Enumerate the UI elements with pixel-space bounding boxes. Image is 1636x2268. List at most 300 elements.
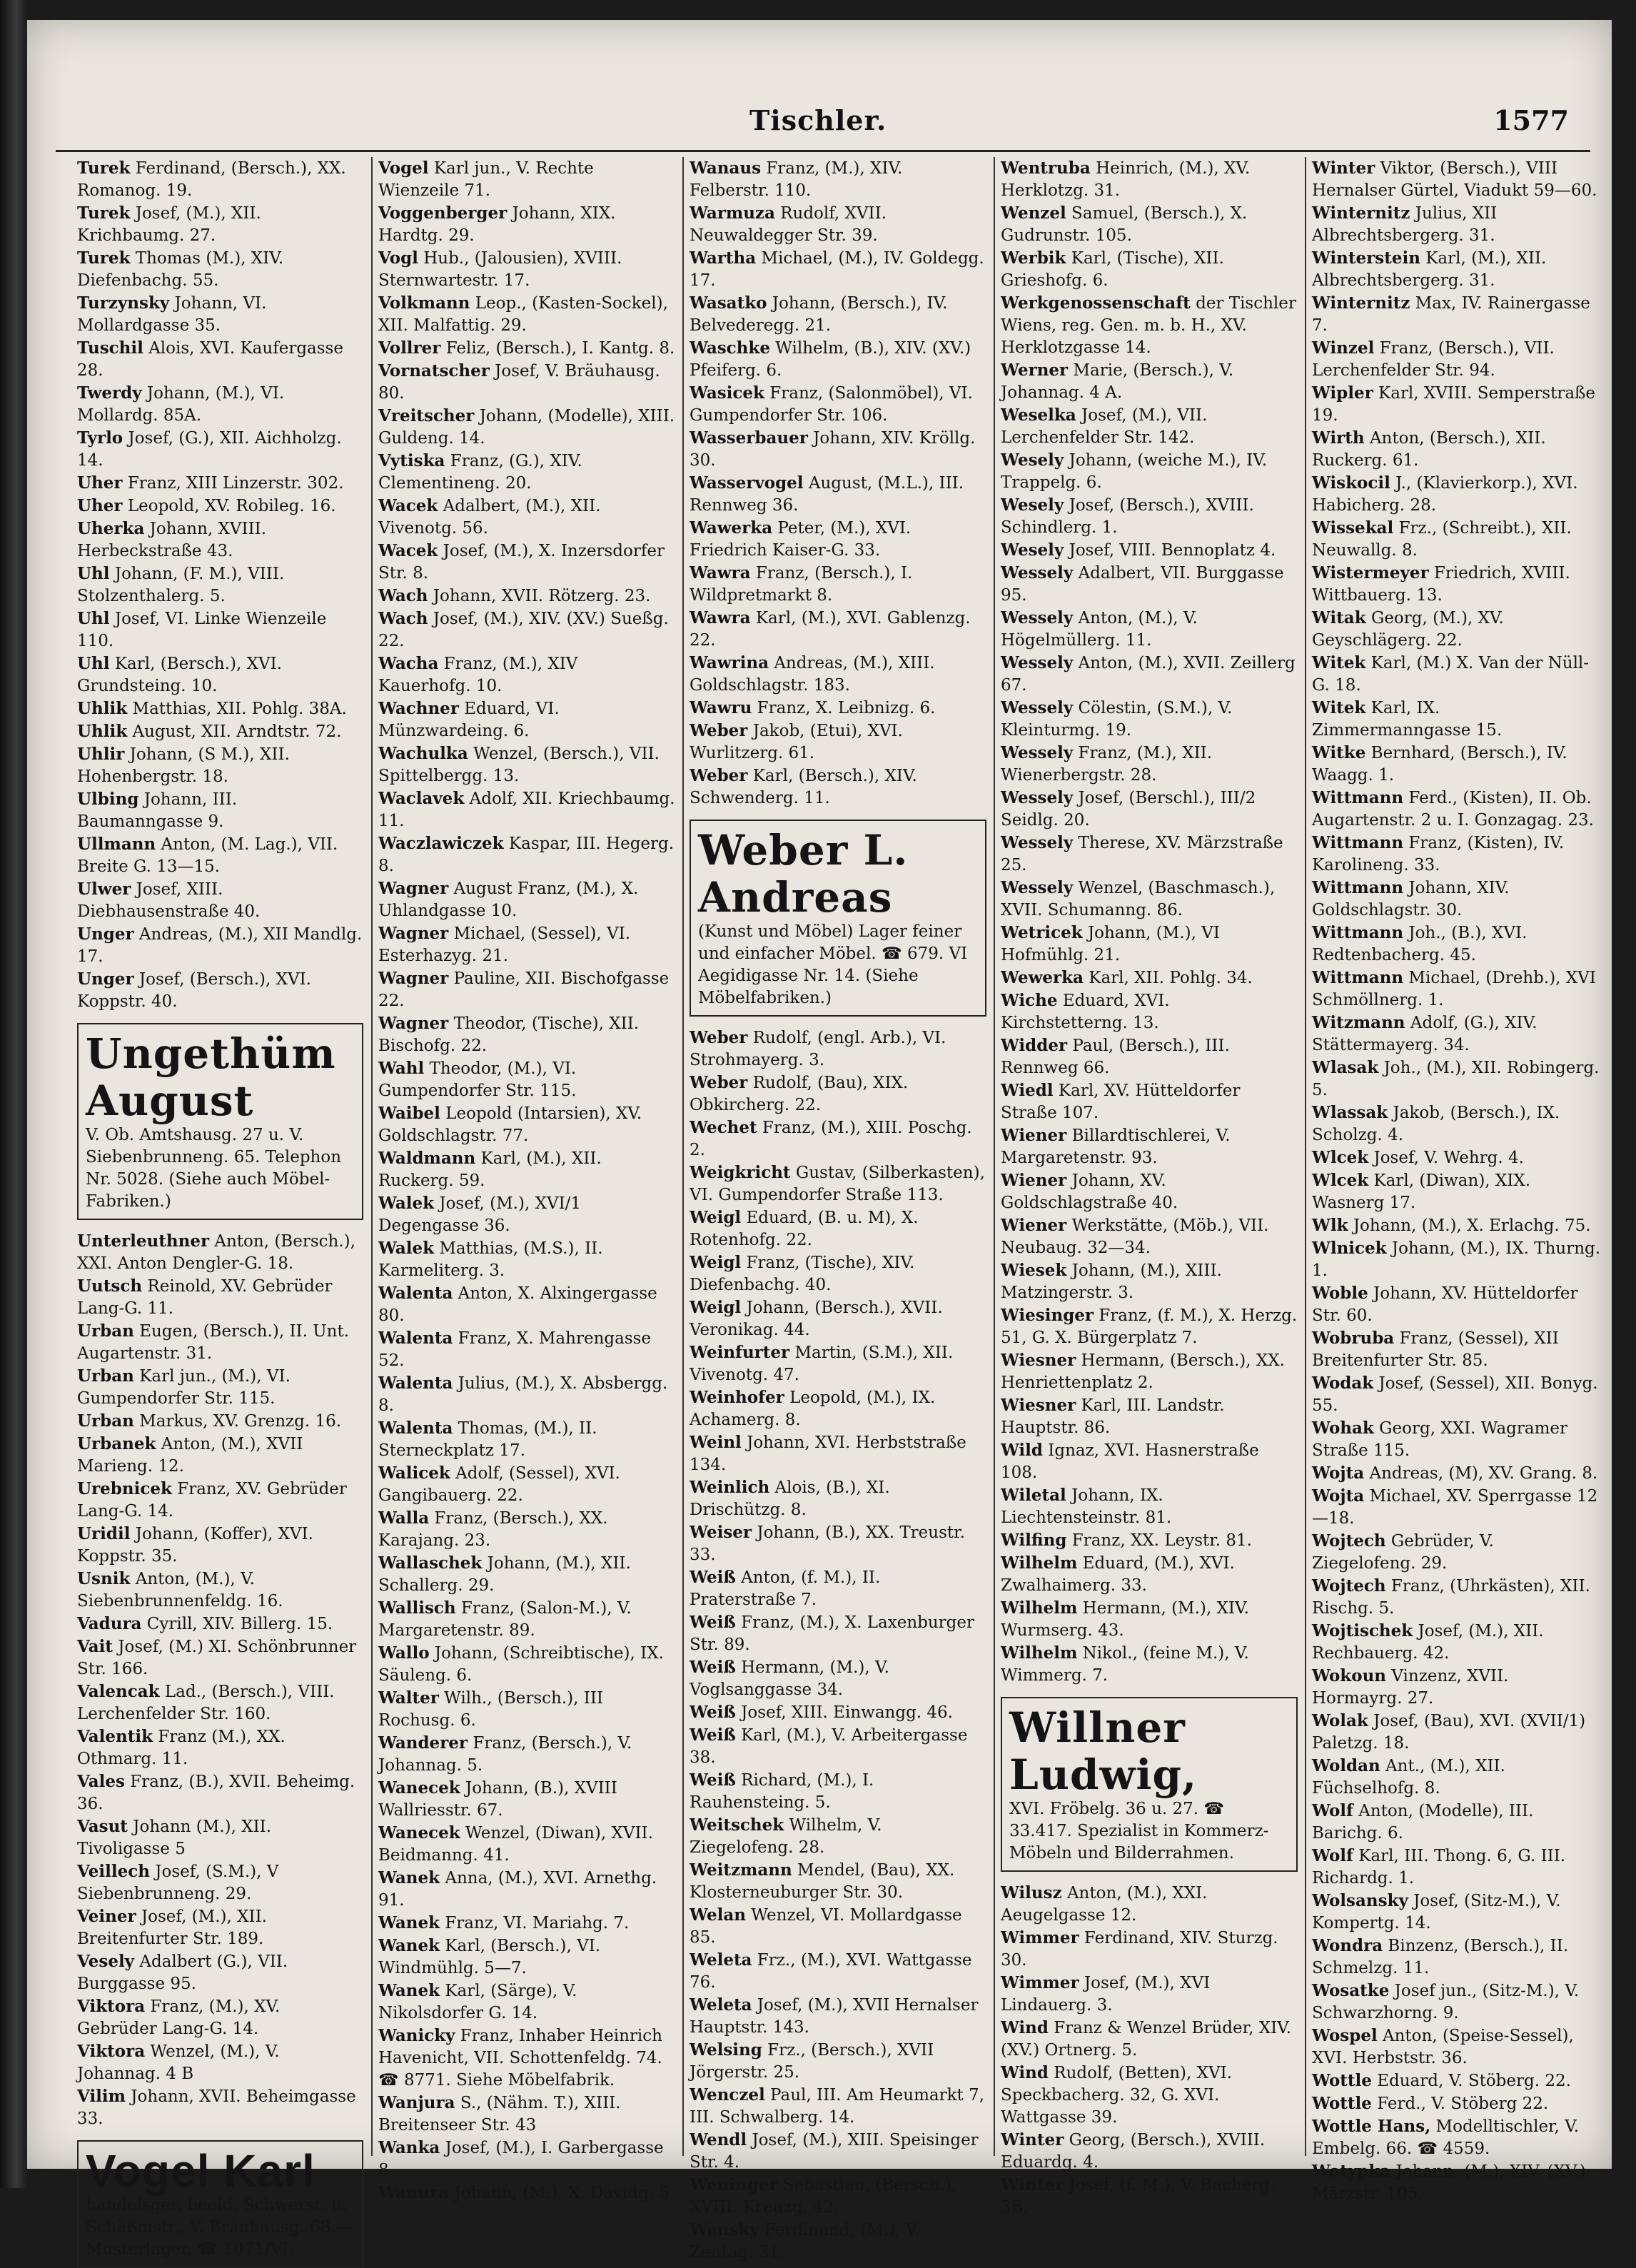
directory-entry bbox=[77, 1905, 366, 1950]
directory-entry bbox=[77, 1568, 366, 1613]
entry-details: Franz, XV. Gebrüder Lang-G. 14. bbox=[77, 1480, 347, 1521]
entry-details: Karl, XV. Hütteldorfer Straße 107. bbox=[1001, 1082, 1241, 1122]
entry-name: Waldmann bbox=[378, 1149, 476, 1168]
entry-name: Wotypka bbox=[1312, 2162, 1391, 2181]
directory-entry bbox=[1001, 1642, 1301, 1687]
entry-details: Karl, (Bersch.), XIV. Schwenderg. 11. bbox=[690, 767, 917, 807]
entry-details: Jakob, (Bersch.), IX. Scholzg. 4. bbox=[1312, 1104, 1560, 1144]
entry-name: Winter bbox=[1001, 2175, 1064, 2194]
advertisement-text: V. Ob. Amtshausg. 27 u. V. Siebenbrunneng. 65. Telephon Nr. 5028. (Siehe auch Möbel-Fabriken.) bbox=[86, 1126, 342, 1211]
directory-entry bbox=[1001, 832, 1301, 877]
entry-details: Johann, (B.), XX. Treustr. 33. bbox=[690, 1523, 965, 1564]
entry-details: Hermann, (M.), V. Voglsanggasse 34. bbox=[690, 1658, 889, 1699]
entry-name: Wojtischek bbox=[1312, 1621, 1413, 1640]
entry-details: Karl, (Tische), XII. Grieshofg. 6. bbox=[1001, 249, 1224, 290]
entry-details: Josef, (M.), XIII. Speisinger Str. 4. bbox=[690, 2131, 979, 2172]
entry-details: Johann, (B.), XVIII Wallriesstr. 67. bbox=[378, 1779, 617, 1820]
entry-details: Josef, XIII. Einwangg. 46. bbox=[735, 1703, 953, 1722]
directory-entry bbox=[378, 2182, 678, 2204]
entry-details: Johann, XIX. Hardtg. 29. bbox=[378, 204, 616, 245]
directory-entry bbox=[77, 1995, 366, 2040]
entry-name: Wospel bbox=[1312, 2026, 1378, 2045]
directory-entry bbox=[1001, 742, 1301, 787]
directory-entry bbox=[1312, 1800, 1605, 1845]
entry-details: Franz & Wenzel Brüder, XIV. (XV.) Ortnerg. 5. bbox=[1001, 2019, 1292, 2060]
entry-name: Widder bbox=[1001, 1036, 1068, 1055]
directory-entry bbox=[1312, 427, 1605, 472]
entry-details: Friedrich, XVIII. Wittbauerg. 13. bbox=[1312, 564, 1570, 605]
entry-name: Wessely bbox=[1001, 563, 1074, 583]
directory-entry bbox=[1312, 202, 1605, 247]
directory-entry bbox=[1312, 1665, 1605, 1710]
entry-name: Wanek bbox=[378, 1868, 440, 1888]
entry-name: Wlcek bbox=[1312, 1148, 1369, 1167]
entry-details: Franz, (Sessel), XII Breitenfurter Str. 85. bbox=[1312, 1329, 1559, 1370]
entry-name: Wittmann bbox=[1312, 968, 1404, 987]
directory-entry bbox=[77, 472, 366, 495]
entry-name: Wanek bbox=[378, 1936, 440, 1955]
entry-name: Wanek bbox=[378, 1981, 440, 2000]
directory-entry bbox=[690, 652, 989, 697]
entry-name: Wawerka bbox=[690, 518, 773, 538]
directory-entry bbox=[378, 1777, 678, 1822]
entry-details: Franz, (Bersch.), I. Wildpretmarkt 8. bbox=[690, 564, 913, 605]
directory-entry bbox=[1001, 2129, 1301, 2174]
directory-entry bbox=[378, 1687, 678, 1732]
entry-details: Matthias, XII. Pohlg. 38A. bbox=[127, 700, 347, 718]
entry-details: Franz, (Kisten), IV. Karolineng. 33. bbox=[1312, 834, 1565, 875]
entry-name: Woble bbox=[1312, 1284, 1368, 1303]
entry-name: Valentik bbox=[77, 1727, 153, 1746]
directory-entry bbox=[77, 1613, 366, 1636]
entry-details: Josef, (M.), XII. Breitenfurter Str. 189. bbox=[77, 1907, 267, 1948]
entry-details: Jakob, (Etui), XVI. Wurlitzerg. 61. bbox=[690, 722, 903, 762]
entry-details: Max, IV. Rainergasse 7. bbox=[1312, 294, 1590, 335]
entry-details: Georg, (M.), XV. Geyschlägerg. 22. bbox=[1312, 609, 1504, 650]
entry-name: Wewerka bbox=[1001, 968, 1084, 987]
entry-name: Vesely bbox=[77, 1952, 135, 1971]
entry-details: Joh., (M.), XII. Robingerg. 5. bbox=[1312, 1059, 1600, 1099]
entry-name: Wind bbox=[1001, 2018, 1049, 2037]
entry-details: Cölestin, (S.M.), V. Kleinturmg. 19. bbox=[1001, 699, 1233, 740]
entry-details: Josef, (M.), X. Inzersdorfer Str. 8. bbox=[378, 542, 665, 583]
directory-entry bbox=[1001, 404, 1301, 449]
advertisement-box bbox=[690, 820, 986, 1017]
entry-details: Johann, (F. M.), VIII. Stolzenthalerg. 5. bbox=[77, 565, 285, 605]
entry-name: Walenta bbox=[378, 1284, 453, 1303]
entry-details: Anton, (Modelle), III. Barichg. 6. bbox=[1312, 1802, 1534, 1843]
entry-name: Veiner bbox=[77, 1907, 136, 1926]
entry-details: Anton, X. Alxingergasse 80. bbox=[378, 1284, 657, 1325]
entry-details: Karl, (M.), XII. Ruckerg. 59. bbox=[378, 1149, 602, 1190]
directory-entry bbox=[1001, 2174, 1301, 2219]
advertisement-name: Ungethüm August bbox=[86, 1029, 336, 1125]
entry-name: Wiletal bbox=[1001, 1486, 1066, 1505]
directory-entry bbox=[1312, 472, 1605, 517]
entry-details: Josef, (M.), XVI Lindauerg. 3. bbox=[1001, 1974, 1211, 2015]
directory-entry bbox=[690, 292, 989, 337]
directory-entry bbox=[1312, 1845, 1605, 1890]
entry-details: Anton, (M.), XVII Marieng. 12. bbox=[77, 1435, 303, 1476]
entry-name: Wanek bbox=[378, 1913, 440, 1932]
advertisement-text: (Kunst und Möbel) Lager feiner und einfacher Möbel. ☎ 679. VI Aegidigasse Nr. 14. (Siehe Möbelfabriken.) bbox=[698, 922, 968, 1007]
directory-entry bbox=[1001, 1034, 1301, 1079]
entry-name: Wodak bbox=[1312, 1374, 1374, 1393]
directory-entry bbox=[1001, 607, 1301, 652]
directory-entry bbox=[1312, 1575, 1605, 1620]
entry-details: Billardtischlerei, V. Margaretenstr. 93. bbox=[1001, 1127, 1231, 1167]
entry-name: Wetricek bbox=[1001, 923, 1083, 942]
entry-name: Wokoun bbox=[1312, 1666, 1387, 1685]
entry-details: Matthias, (M.S.), II. Karmeliterg. 3. bbox=[378, 1239, 603, 1280]
entry-details: Josef, (M.), XII. Krichbaumg. 27. bbox=[77, 204, 261, 245]
directory-entry bbox=[1001, 1552, 1301, 1597]
entry-name: Wachner bbox=[378, 699, 459, 718]
entry-details: Anton, (f. M.), II. Praterstraße 7. bbox=[690, 1568, 881, 1609]
entry-name: Wensky bbox=[690, 2220, 759, 2239]
entry-details: Julius, XII Albrechtsbergerg. 31. bbox=[1312, 204, 1498, 245]
directory-entry bbox=[1001, 2017, 1301, 2062]
directory-entry bbox=[1001, 1259, 1301, 1304]
directory-entry bbox=[1312, 2160, 1605, 2205]
entry-details: Wilhelm, (B.), XIV. (XV.) Pfeiferg. 6. bbox=[690, 339, 971, 380]
directory-entry bbox=[1001, 877, 1301, 922]
entry-name: Weinfurter bbox=[690, 1343, 790, 1362]
directory-entry bbox=[77, 157, 366, 202]
entry-details: Frz., (M.), XVI. Wattgasse 76. bbox=[690, 1951, 972, 1992]
entry-details: Therese, XV. Märzstraße 25. bbox=[1001, 834, 1283, 875]
entry-details: Josef, V. Bräuhausg. 80. bbox=[378, 362, 660, 403]
entry-name: Witzmann bbox=[1312, 1013, 1405, 1032]
entry-name: Wesely bbox=[1001, 540, 1064, 560]
entry-name: Urbanek bbox=[77, 1434, 156, 1453]
directory-entry bbox=[1001, 1214, 1301, 1259]
advertisement-box bbox=[77, 2140, 363, 2268]
directory-entry bbox=[77, 1433, 366, 1478]
entry-details: Josef, VIII. Bennoplatz 4. bbox=[1064, 541, 1276, 560]
entry-name: Vreitscher bbox=[378, 406, 475, 425]
entry-details: Kaspar, III. Hegerg. 8. bbox=[378, 835, 675, 875]
entry-details: Johann, (S M.), XII. Hohenbergstr. 18. bbox=[77, 745, 290, 786]
entry-details: Eduard, (B. u. M), X. Rotenhofg. 22. bbox=[690, 1209, 919, 1249]
entry-name: Wachulka bbox=[378, 744, 468, 763]
directory-entry bbox=[1312, 382, 1605, 427]
entry-name: Wessely bbox=[1001, 608, 1074, 628]
entry-name: Walicek bbox=[378, 1463, 450, 1483]
entry-details: Samuel, (Bersch.), X. Gudrunstr. 105. bbox=[1001, 204, 1248, 245]
directory-entry bbox=[1001, 1927, 1301, 1972]
entry-details: Karl, (Diwan), XIX. Wasnerg 17. bbox=[1312, 1171, 1531, 1212]
entry-details: Johann, (M.), VI Hofmühlg. 21. bbox=[1001, 924, 1220, 964]
directory-entry bbox=[690, 1206, 989, 1251]
entry-details: Franz, XX. Leystr. 81. bbox=[1066, 1531, 1252, 1550]
directory-entry bbox=[77, 1950, 366, 1995]
directory-entry bbox=[1001, 1529, 1301, 1552]
entry-details: Josef, (M.), XIV. (XV.) Sueßg. 22. bbox=[378, 610, 669, 650]
entry-name: Weiß bbox=[690, 1770, 736, 1790]
entry-name: Uhl bbox=[77, 609, 110, 628]
entry-name: Unger bbox=[77, 969, 134, 989]
entry-name: Vilim bbox=[77, 2087, 126, 2106]
entry-details: Karl, III. Landstr. Hauptstr. 86. bbox=[1001, 1396, 1225, 1437]
directory-entry bbox=[378, 832, 678, 877]
entry-details: Ferdinand, (M.), V. Zentag. 31. bbox=[690, 2221, 920, 2262]
entry-details: Ignaz, XVI. Hasnerstraße 108. bbox=[1001, 1441, 1259, 1482]
entry-details: Josef, (M.), XVI/1 Degengasse 36. bbox=[378, 1194, 582, 1235]
entry-details: Wenzel, (Diwan), XVII. Beidmanng. 41. bbox=[378, 1824, 653, 1865]
entry-name: Usnik bbox=[77, 1569, 131, 1588]
directory-entry bbox=[1312, 877, 1605, 922]
directory-entry bbox=[378, 360, 678, 405]
directory-entry bbox=[77, 518, 366, 563]
entry-details: Anton, (M. Lag.), VII. Breite G. 13—15. bbox=[77, 835, 338, 876]
directory-entry bbox=[1001, 247, 1301, 292]
entry-name: Wawru bbox=[690, 698, 752, 717]
directory-entry bbox=[77, 1636, 366, 1680]
entry-name: Tuschil bbox=[77, 338, 143, 358]
entry-name: Vait bbox=[77, 1637, 113, 1656]
entry-details: Johann, (M.), X. Erlachg. 75. bbox=[1348, 1216, 1591, 1235]
entry-name: Wimmer bbox=[1001, 1973, 1079, 1992]
directory-entry bbox=[1312, 1935, 1605, 1980]
directory-entry bbox=[690, 337, 989, 382]
directory-entry bbox=[77, 833, 366, 878]
entry-details: Karl, (M.), XVI. Gablenzg. 22. bbox=[690, 609, 971, 650]
directory-entry bbox=[690, 1341, 989, 1386]
directory-entry bbox=[690, 1072, 989, 1117]
advertisement-text: handelsger. beeid. Schwerst. u. Schäßmstr., V. Bräuhausg. 68.— Musterlager. ☎ 1071/VI. bbox=[86, 2196, 353, 2259]
entry-name: Wilusz bbox=[1001, 1883, 1062, 1902]
entry-name: Wolf bbox=[1312, 1801, 1353, 1820]
directory-entry bbox=[378, 1552, 678, 1597]
directory-entry bbox=[1001, 449, 1301, 494]
directory-entry bbox=[1312, 1462, 1605, 1485]
entry-name: Ulbing bbox=[77, 790, 139, 809]
entry-details: Julius, (M.), X. Absbergg. 8. bbox=[378, 1374, 668, 1415]
entry-name: Wenzel bbox=[1001, 203, 1066, 223]
entry-name: Wittmann bbox=[1312, 878, 1404, 897]
entry-name: Weinhofer bbox=[690, 1388, 784, 1407]
entry-name: Wallisch bbox=[378, 1598, 456, 1618]
entry-name: Winternitz bbox=[1312, 203, 1410, 223]
entry-details: Karl, (M.), V. Arbeitergasse 38. bbox=[690, 1726, 968, 1767]
advertisement-name: Weber L. Andreas bbox=[698, 826, 909, 922]
directory-entry bbox=[77, 1275, 366, 1320]
entry-details: S., (Nähm. T.), XIII. Breitenseer Str. 43 bbox=[378, 2094, 621, 2135]
entry-details: Mendel, (Bau), XX. Klosterneuburger Str. 30. bbox=[690, 1861, 955, 1902]
entry-details: Johann, (Bersch.), IV. Belvederegg. 21. bbox=[690, 294, 948, 335]
directory-entry bbox=[378, 337, 678, 360]
entry-name: Wlnicek bbox=[1312, 1239, 1387, 1258]
entry-details: Leopold, XV. Robileg. 16. bbox=[122, 497, 336, 515]
directory-entry bbox=[1001, 1304, 1301, 1349]
entry-name: Wasatko bbox=[690, 293, 767, 313]
entry-name: Wistermeyer bbox=[1312, 563, 1429, 583]
entry-name: Wilhelm bbox=[1001, 1598, 1078, 1618]
directory-entry bbox=[690, 247, 989, 292]
entry-details: der Tischler Wiens, reg. Gen. m. b. H., XV. Herklotzgasse 14. bbox=[1001, 294, 1296, 357]
entry-details: Johann, XV. Hütteldorfer Str. 60. bbox=[1312, 1284, 1578, 1325]
entry-details: Josef, (Bersch.), XVIII. Schindlerg. 1. bbox=[1001, 496, 1254, 537]
directory-entry bbox=[378, 1237, 678, 1282]
directory-entry bbox=[690, 607, 989, 652]
directory-entry bbox=[378, 787, 678, 832]
directory-entry bbox=[378, 585, 678, 608]
entry-name: Ulwer bbox=[77, 880, 131, 899]
directory-entry bbox=[378, 1507, 678, 1552]
directory-entry bbox=[1312, 2115, 1605, 2160]
directory-entry bbox=[1312, 1327, 1605, 1372]
entry-details: Johann, IX. Liechtensteinstr. 81. bbox=[1001, 1486, 1172, 1527]
entry-name: Uherka bbox=[77, 519, 145, 538]
entry-name: Twerdy bbox=[77, 383, 142, 403]
directory-entry bbox=[77, 1230, 366, 1275]
header-rule bbox=[56, 150, 1590, 152]
directory-entry bbox=[1312, 967, 1605, 1012]
entry-name: Weinl bbox=[690, 1433, 742, 1452]
directory-entry bbox=[1001, 967, 1301, 989]
directory-entry bbox=[1001, 1079, 1301, 1124]
entry-details: Alois, XVI. Kaufergasse 28. bbox=[77, 339, 343, 380]
entry-details: Ant., (M.), XII. Füchselhofg. 8. bbox=[1312, 1757, 1505, 1798]
entry-details: Franz, VI. Mariahg. 7. bbox=[440, 1914, 630, 1932]
entry-name: Wagner bbox=[378, 969, 449, 988]
directory-entry bbox=[1312, 1057, 1605, 1102]
advertisement-name: Vogel Karl bbox=[86, 2145, 315, 2197]
directory-entry bbox=[690, 2219, 989, 2264]
entry-details: Josef, V. Wehrg. 4. bbox=[1368, 1149, 1524, 1167]
entry-name: Wentruba bbox=[1001, 158, 1091, 178]
entry-details: Wenzel, (Bersch.), VII. Spittelbergg. 13. bbox=[378, 745, 660, 785]
column-divider bbox=[1305, 157, 1306, 2156]
entry-name: Wesely bbox=[1001, 495, 1064, 515]
entry-name: Wanecek bbox=[378, 1823, 460, 1843]
directory-entry bbox=[690, 202, 989, 247]
entry-details: Rudolf, (Bau), XIX. Obkircherg. 22. bbox=[690, 1074, 909, 1114]
entry-details: Franz, (M.), X. Laxenburger Str. 89. bbox=[690, 1613, 975, 1654]
directory-entry bbox=[378, 1822, 678, 1867]
entry-details: Paul, (Bersch.), III. Rennweg 66. bbox=[1001, 1037, 1230, 1077]
entry-details: Georg, XXI. Wagramer Straße 115. bbox=[1312, 1419, 1567, 1460]
entry-name: Wiesner bbox=[1001, 1396, 1076, 1415]
directory-entry bbox=[378, 1935, 678, 1980]
entry-name: Weber bbox=[690, 1073, 748, 1092]
entry-details: Adalbert, (M.), XII. Vivenotg. 56. bbox=[378, 497, 601, 538]
entry-name: Werbik bbox=[1001, 248, 1066, 268]
directory-entry bbox=[690, 1386, 989, 1431]
entry-name: Wendl bbox=[690, 2130, 747, 2149]
entry-name: Wojta bbox=[1312, 1486, 1365, 1506]
entry-details: Ferdinand, XIV. Sturzg. 30. bbox=[1001, 1929, 1278, 1970]
directory-entry bbox=[1312, 1710, 1605, 1755]
advertisement-text: XVI. Fröbelg. 36 u. 27. ☎ 33.417. Spezialist in Kommerz-Möbeln und Bilderrahmen. bbox=[1009, 1800, 1269, 1863]
entry-details: Thomas (M.), XIV. Diefenbachg. 55. bbox=[77, 249, 284, 290]
entry-name: Weigl bbox=[690, 1208, 742, 1227]
entry-details: Viktor, (Bersch.), VIII Hernalser Gürtel, Viadukt 59—60. bbox=[1312, 159, 1597, 200]
entry-details: Hermann, (M.), XIV. Wurmserg. 43. bbox=[1001, 1599, 1249, 1640]
directory-entry bbox=[1001, 989, 1301, 1034]
entry-details: Martin, (S.M.), XII. Vivenotg. 47. bbox=[690, 1344, 954, 1384]
entry-name: Wolsansky bbox=[1312, 1891, 1408, 1910]
entry-name: Tyrlo bbox=[77, 428, 123, 448]
entry-name: Wahl bbox=[378, 1059, 425, 1078]
entry-name: Unger bbox=[77, 924, 134, 944]
directory-entry bbox=[378, 1372, 678, 1417]
entry-details: August Franz, (M.), X. Uhlandgasse 10. bbox=[378, 880, 639, 920]
directory-entry bbox=[1312, 517, 1605, 562]
entry-name: Wimmer bbox=[1001, 1928, 1079, 1947]
entry-details: Karl, XVIII. Semperstraße 19. bbox=[1312, 384, 1596, 425]
directory-entry bbox=[378, 540, 678, 585]
entry-details: Adalbert (G.), VII. Burggasse 95. bbox=[77, 1952, 288, 1993]
entry-name: Vales bbox=[77, 1772, 125, 1791]
entry-name: Witek bbox=[1312, 653, 1366, 672]
entry-details: Hermann, (Bersch.), XX. Henriettenplatz 2. bbox=[1001, 1351, 1285, 1392]
directory-entry bbox=[1312, 1485, 1605, 1530]
directory-entry bbox=[690, 720, 989, 765]
entry-details: Franz, (G.), XIV. Clementineng. 20. bbox=[378, 452, 582, 493]
entry-name: Winternitz bbox=[1312, 293, 1410, 313]
entry-name: Wind bbox=[1001, 2063, 1049, 2082]
entry-details: Andreas, (M), XV. Grang. 8. bbox=[1364, 1464, 1598, 1483]
entry-details: Lad., (Bersch.), VIII. Lerchenfelder Str. 160. bbox=[77, 1683, 335, 1723]
entry-details: Johann, XV. Goldschlagstraße 40. bbox=[1001, 1171, 1178, 1212]
entry-details: Johann, (M.), XIV. (XV.) Märzstr. 105. bbox=[1312, 2162, 1586, 2203]
directory-entry bbox=[77, 427, 366, 472]
directory-entry bbox=[1001, 1972, 1301, 2017]
directory-entry bbox=[77, 968, 366, 1013]
entry-details: Sebastian, (Bersch.), XVIII. Kreuzg. 42. bbox=[690, 2176, 956, 2217]
entry-name: Walenta bbox=[378, 1329, 453, 1348]
entry-details: Josef, (f. M.), V. Bacherg. 3B. bbox=[1001, 2176, 1276, 2217]
entry-name: Uher bbox=[77, 473, 123, 493]
entry-details: Franz, XIII Linzerstr. 302. bbox=[122, 474, 344, 493]
directory-entry bbox=[378, 1282, 678, 1327]
directory-entry bbox=[690, 697, 989, 720]
entry-name: Wojtech bbox=[1312, 1576, 1386, 1596]
entry-details: Johann, (M.), X. Davidg. 5. bbox=[449, 2184, 675, 2202]
directory-entry bbox=[1312, 1890, 1605, 1935]
entry-name: Wagner bbox=[378, 879, 449, 898]
entry-details: Franz, (Uhrkästen), XII. Rischg. 5. bbox=[1312, 1577, 1590, 1618]
entry-name: Turek bbox=[77, 203, 131, 223]
entry-name: Wanjura bbox=[378, 2093, 455, 2112]
entry-details: Cyrill, XIV. Billerg. 15. bbox=[141, 1615, 333, 1633]
entry-details: Josef, XIII. Diebhausenstraße 40. bbox=[77, 880, 261, 921]
entry-name: Wanderer bbox=[378, 1733, 468, 1753]
directory-entry bbox=[690, 1431, 989, 1476]
entry-name: Walek bbox=[378, 1194, 435, 1213]
column-divider bbox=[371, 157, 373, 2156]
entry-details: Eduard, (M.), XVI. Zwalhaimerg. 33. bbox=[1001, 1554, 1235, 1595]
entry-name: Viktora bbox=[77, 1997, 146, 2016]
entry-details: Ferd., (Kisten), II. Ob. Augartenstr. 2 u. I. Gonzagag. 23. bbox=[1312, 789, 1594, 830]
directory-entry bbox=[1312, 2025, 1605, 2070]
entry-name: Wallaschek bbox=[378, 1553, 483, 1573]
entry-details: Anton, (M.), XVII. Zeillerg 67. bbox=[1001, 654, 1296, 695]
entry-name: Weselka bbox=[1001, 405, 1076, 425]
column-divider bbox=[682, 157, 684, 2156]
entry-name: Walek bbox=[378, 1239, 435, 1258]
directory-entry bbox=[1001, 494, 1301, 539]
entry-details: Karl, XII. Pohlg. 34. bbox=[1083, 969, 1253, 987]
directory-entry bbox=[77, 1725, 366, 1770]
entry-name: Wohak bbox=[1312, 1418, 1374, 1438]
directory-entry bbox=[690, 765, 989, 810]
entry-name: Uher bbox=[77, 496, 123, 515]
entry-name: Weiß bbox=[690, 1613, 736, 1632]
entry-name: Weiß bbox=[690, 1568, 736, 1587]
